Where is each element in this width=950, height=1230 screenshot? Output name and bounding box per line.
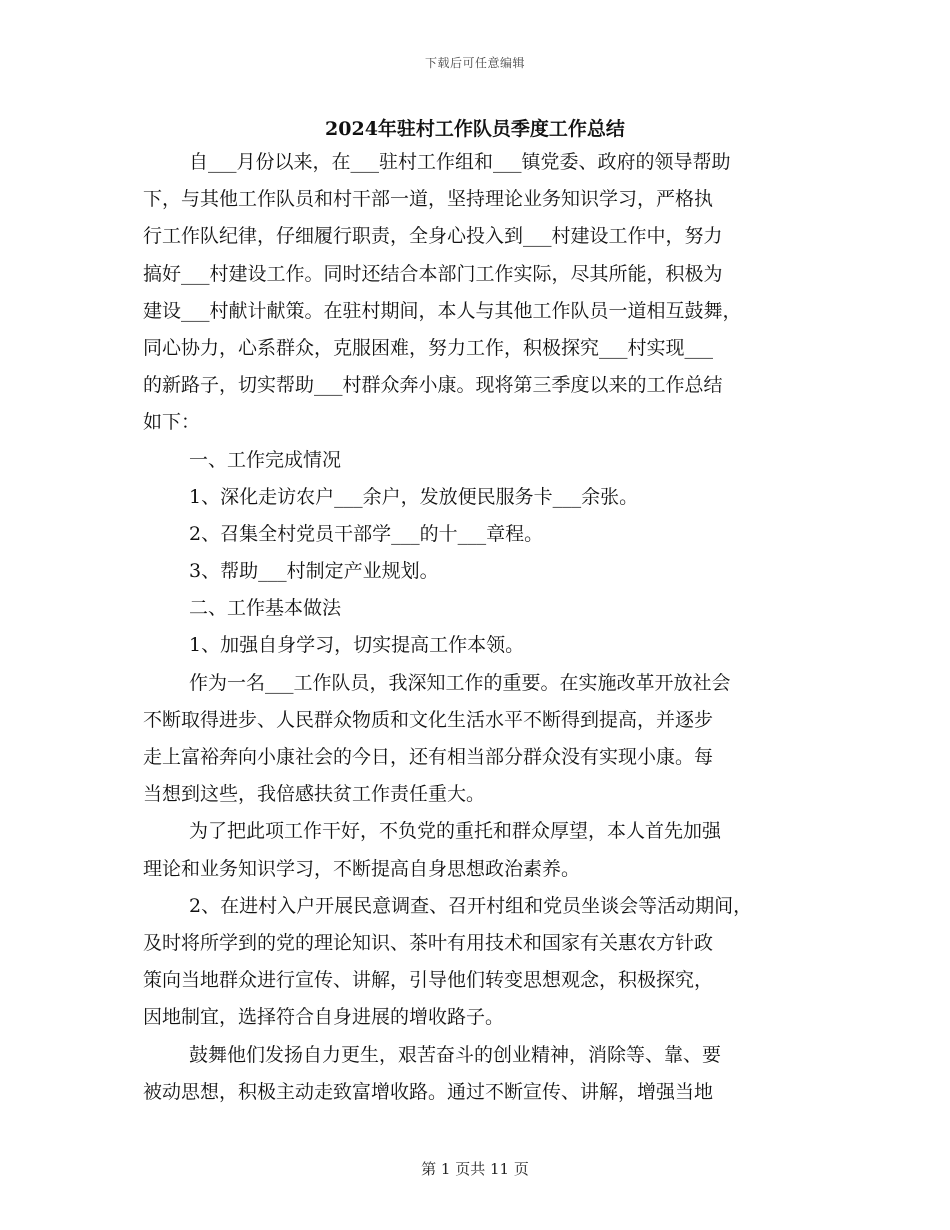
body-line: 自___月份以来，在___驻村工作组和___镇党委、政府的领导帮助 — [189, 151, 731, 173]
body-line: 走上富裕奔向小康社会的今日，还有相当部分群众没有实现小康。每 — [143, 746, 714, 768]
body-line: 下，与其他工作队员和村干部一道，坚持理论业务知识学习，严格执 — [143, 188, 714, 211]
document-body — [143, 144, 823, 1111]
body-line: 及时将所学到的党的理论知识、茶叶有用技术和国家有关惠农方针政 — [143, 931, 714, 954]
body-line: 当想到这些，我倍感扶贫工作责任重大。 — [143, 783, 486, 806]
body-line: 因地制宜，选择符合自身进展的增收路子。 — [143, 1006, 505, 1029]
body-line: 的新路子，切实帮助___村群众奔小康。现将第三季度以来的工作总结 — [143, 374, 723, 397]
body-line: 鼓舞他们发扬自力更生，艰苦奋斗的创业精神，消除等、靠、要 — [189, 1043, 722, 1066]
body-line: 为了把此项工作干好，不负党的重托和群众厚望，本人首先加强 — [189, 820, 722, 843]
body-line: 理论和业务知识学习，不断提高自身思想政治素养。 — [143, 857, 581, 880]
body-line: 搞好___村建设工作。同时还结合本部门工作实际，尽其所能，积极为 — [143, 262, 723, 285]
body-line: 不断取得进步、人民群众物质和文化生活水平不断得到提高，并逐步 — [143, 708, 714, 731]
body-line: 作为一名___工作队员，我深知工作的重要。在实施改革开放社会 — [189, 671, 731, 694]
body-line: 建设___村献计献策。在驻村期间，本人与其他工作队员一道相互鼓舞， — [143, 299, 742, 322]
body-line: 1、深化走访农户___余户，发放便民服务卡___余张。 — [189, 485, 639, 508]
body-line: 如下： — [143, 411, 201, 434]
body-line: 1、加强自身学习，切实提高工作本领。 — [189, 634, 525, 657]
body-line: 二、工作基本做法 — [189, 597, 342, 620]
body-line: 行工作队纪律，仔细履行职责，全身心投入到___村建设工作中，努力 — [143, 225, 723, 248]
body-line: 策向当地群众进行宣传、讲解，引导他们转变思想观念，积极探究， — [143, 969, 714, 992]
body-line: 2、召集全村党员干部学___的十___章程。 — [189, 522, 544, 545]
body-line: 3、帮助___村制定产业规划。 — [189, 560, 439, 583]
body-line: 一、工作完成情况 — [189, 448, 342, 471]
body-line: 被动思想，积极主动走致富增收路。通过不断宣传、讲解，增强当地 — [143, 1080, 714, 1103]
body-line: 2、在进村入户开展民意调查、召开村组和党员坐谈会等活动期间， — [189, 894, 753, 917]
page-footer: 第 1 页共 11 页 — [421, 1160, 529, 1178]
header-note: 下载后可任意编辑 — [424, 56, 525, 70]
body-line: 同心协力，心系群众，克服困难，努力工作，积极探究___村实现___ — [143, 336, 714, 359]
document-title: 2024年驻村工作队员季度工作总结 — [325, 118, 625, 140]
